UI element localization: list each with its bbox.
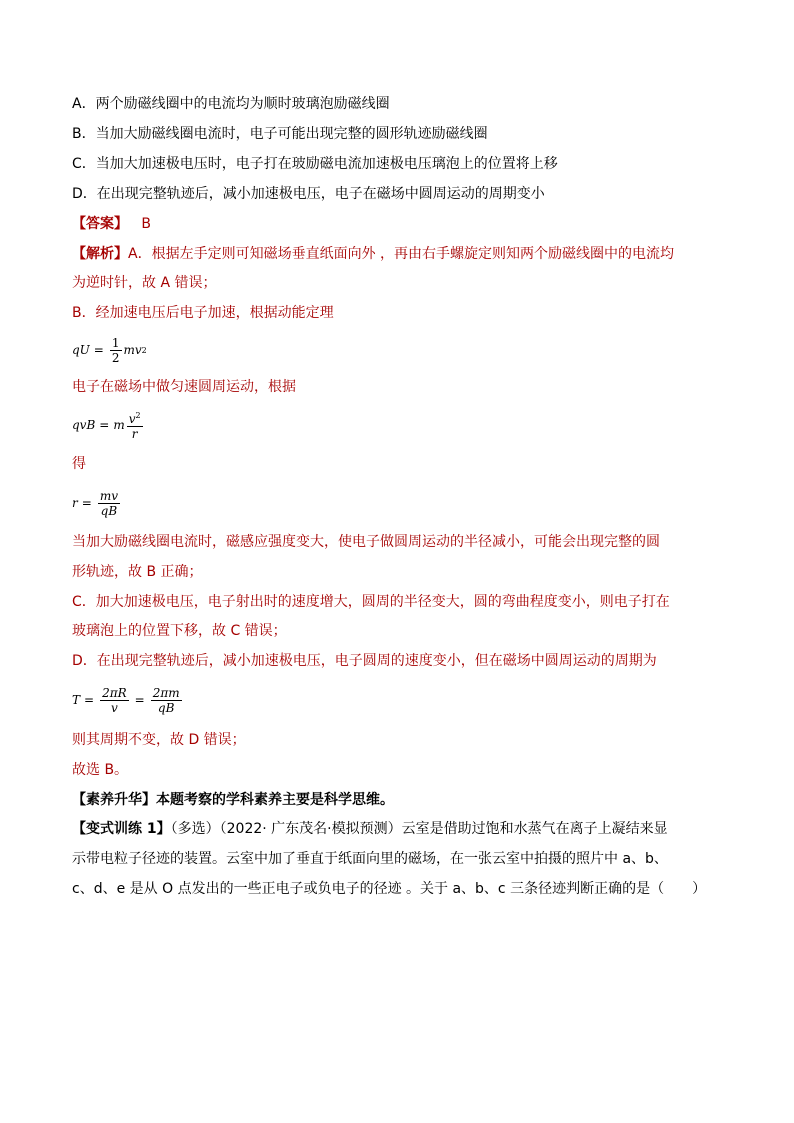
formula-radius bbox=[72, 484, 122, 522]
f1-eq: = bbox=[93, 343, 104, 357]
analysis-a-line1 bbox=[72, 245, 674, 263]
f1-num: 1 bbox=[111, 335, 120, 350]
variant-line3: c、d、e 是从 O 点发出的一些正电子或负电子的径迹 。关于 a、b、c 三条径迹判断正确的是（ ） bbox=[72, 881, 707, 897]
answer-line bbox=[72, 215, 151, 233]
answer-label: 【答案】 bbox=[72, 216, 128, 232]
f4-num2: 2πm bbox=[152, 685, 180, 700]
analysis-d-line2: 则其周期不变，故 D 错误； bbox=[72, 732, 246, 748]
f4-eq2: = bbox=[134, 693, 145, 707]
f4-fraction1 bbox=[100, 686, 129, 715]
option-d: D．在出现完整轨迹后，减小加速极电压，电子在磁场中圆周运动的周期变小 bbox=[72, 186, 545, 202]
f3-num: mv bbox=[99, 488, 118, 503]
analysis-de: 得 bbox=[72, 456, 86, 472]
analysis-c-line1: C．加大加速极电压，电子射出时的速度增大，圆周的半径变大，圆的弯曲程度变小，则电子打在 bbox=[72, 594, 670, 610]
f4-fraction2 bbox=[151, 686, 182, 715]
formula-lorentz-force bbox=[72, 407, 145, 443]
formula-kinetic-energy bbox=[72, 333, 147, 367]
f2-coef: m bbox=[113, 418, 125, 432]
literacy-line bbox=[72, 791, 394, 809]
f1-fraction bbox=[110, 336, 122, 365]
f3-den: qB bbox=[100, 503, 118, 518]
variant-line1 bbox=[72, 820, 668, 838]
f3-lhs: r bbox=[72, 496, 78, 510]
variant-text1: （多选）（2022· 广东茂名·模拟预测）云室是借助过饱和水蒸气在离子上凝结来显 bbox=[170, 821, 668, 837]
analysis-a-line2: 为逆时针，故 A 错误； bbox=[72, 275, 217, 291]
f2-lhs: qvB bbox=[72, 418, 96, 432]
analysis-b-line3: 当加大励磁线圈电流时，磁感应强度变大，使电子做圆周运动的半径减小，可能会出现完整的圆 bbox=[72, 534, 660, 550]
option-c: C．当加大加速极电压时，电子打在玻励磁电流加速极电压璃泡上的位置将上移 bbox=[72, 156, 558, 172]
literacy-label: 【素养升华】 bbox=[72, 792, 156, 808]
f3-fraction bbox=[98, 489, 120, 518]
f2-den: r bbox=[131, 427, 138, 441]
f2-num: v bbox=[128, 412, 136, 426]
f2-sup: 2 bbox=[135, 411, 141, 420]
f1-den: 2 bbox=[111, 350, 120, 365]
f2-eq: = bbox=[99, 418, 110, 432]
f2-num-wrap bbox=[127, 409, 143, 427]
analysis-a-text: A．根据左手定则可知磁场垂直纸面向外 ，再由右手螺旋定则知两个励磁线圈中的电流均 bbox=[128, 246, 675, 262]
literacy-text: 本题考察的学科素养主要是科学思维。 bbox=[156, 792, 394, 808]
f4-lhs: T bbox=[72, 693, 81, 707]
f4-num1: 2πR bbox=[102, 685, 127, 700]
option-b: B．当加大励磁线圈电流时，电子可能出现完整的圆形轨迹励磁线圈 bbox=[72, 126, 488, 142]
f4-eq1: = bbox=[84, 693, 95, 707]
analysis-b-line2: 电子在磁场中做匀速圆周运动，根据 bbox=[72, 379, 296, 395]
f2-fraction bbox=[127, 409, 143, 441]
f4-den1: v bbox=[110, 700, 118, 715]
analysis-b-line4: 形轨迹，故 B 正确； bbox=[72, 564, 203, 580]
f1-tail: mv bbox=[123, 343, 142, 357]
analysis-label: 【解析】 bbox=[72, 246, 128, 262]
analysis-d-line1: D．在出现完整轨迹后，减小加速极电压，电子圆周的速度变小，但在磁场中圆周运动的周期为 bbox=[72, 653, 657, 669]
answer-value: B bbox=[141, 216, 151, 232]
f4-den2: qB bbox=[157, 700, 175, 715]
option-a: A．两个励磁线圈中的电流均为顺时玻璃泡励磁线圈 bbox=[72, 96, 390, 112]
f3-eq: = bbox=[81, 496, 92, 510]
analysis-b-line1: B．经加速电压后电子加速，根据动能定理 bbox=[72, 305, 334, 321]
f1-sup: 2 bbox=[141, 345, 147, 355]
formula-period bbox=[72, 681, 184, 719]
f1-lhs: qU bbox=[72, 343, 90, 357]
variant-label: 【变式训练 1】 bbox=[72, 821, 171, 837]
variant-line2: 示带电粒子径迹的装置。云室中加了垂直于纸面向里的磁场，在一张云室中拍摄的照片中 a、b、 bbox=[72, 851, 668, 867]
analysis-c-line2: 玻璃泡上的位置下移，故 C 错误； bbox=[72, 623, 287, 639]
analysis-conclusion: 故选 B。 bbox=[72, 762, 129, 778]
